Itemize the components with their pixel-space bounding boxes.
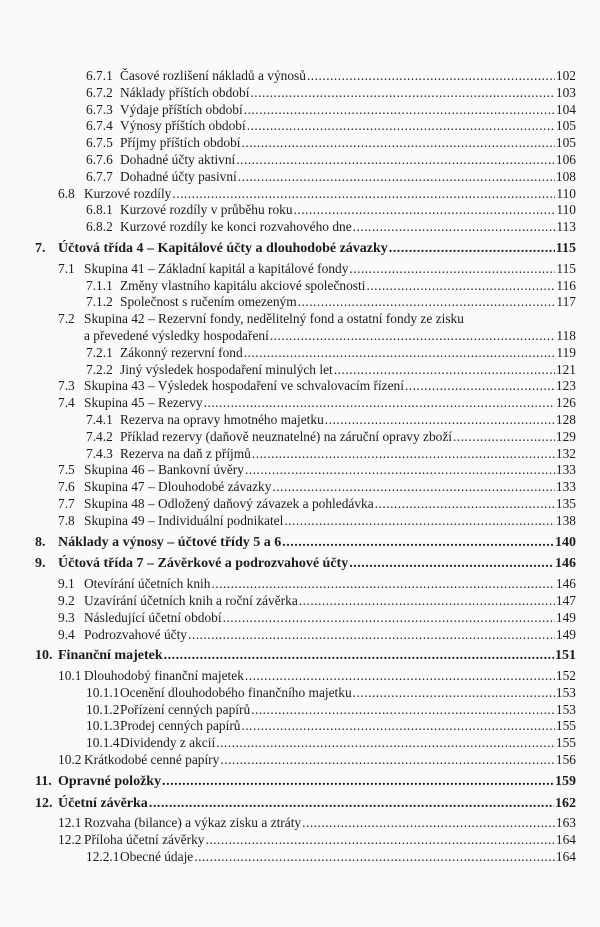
toc-entry-title: Pořízení cenných papírů bbox=[120, 701, 251, 717]
toc-entry-number: 12.1 bbox=[58, 815, 82, 831]
toc-entry-page: 155 bbox=[555, 735, 576, 751]
dot-leader bbox=[245, 462, 555, 479]
toc-entry-title: Kurzové rozdíly v průběhu roku bbox=[120, 202, 293, 218]
toc-entry-page: 156 bbox=[555, 752, 576, 768]
dot-leader bbox=[162, 774, 554, 791]
toc-entry-number: 7.2.2 bbox=[86, 361, 113, 377]
toc-entry-page: 163 bbox=[555, 815, 576, 831]
toc-entry-title: Náklady příštích období bbox=[120, 84, 250, 100]
toc-entry-title: Skupina 41 – Základní kapitál a kapitálové fondy bbox=[84, 260, 349, 276]
dot-leader bbox=[205, 832, 554, 849]
toc-entry-page: 147 bbox=[555, 592, 576, 608]
toc-entry bbox=[35, 102, 576, 119]
toc-entry-title: Příjmy příštích období bbox=[120, 135, 241, 151]
toc-entry-number: 6.7.5 bbox=[86, 135, 113, 151]
toc-entry bbox=[35, 294, 576, 311]
toc-entry-number: 6.8.1 bbox=[86, 202, 113, 218]
toc-entry-number: 7.2 bbox=[58, 311, 75, 327]
toc-entry-title: Uzavírání účetních knih a roční závěrka bbox=[84, 592, 298, 608]
dot-leader bbox=[282, 535, 554, 552]
toc-entry-number: 6.8.2 bbox=[86, 219, 113, 235]
toc-entry-page: 113 bbox=[556, 219, 576, 235]
toc-entry-number: 7. bbox=[35, 240, 46, 256]
toc-entry-number: 10.1 bbox=[58, 668, 82, 684]
dot-leader bbox=[223, 610, 555, 627]
dot-leader bbox=[164, 648, 554, 665]
toc-entry-page: 108 bbox=[555, 168, 576, 184]
toc-entry-title: Skupina 48 – Odložený daňový závazek a pohledávka bbox=[84, 495, 374, 511]
dot-leader bbox=[252, 446, 555, 463]
dot-leader bbox=[204, 395, 555, 412]
toc-entry bbox=[35, 85, 576, 102]
toc-entry-page: 104 bbox=[555, 101, 576, 117]
toc-entry bbox=[35, 462, 576, 479]
toc-entry-page: 149 bbox=[555, 626, 576, 642]
toc-entry-number: 7.4.1 bbox=[86, 411, 113, 427]
toc-entry-title: Zákonný rezervní fond bbox=[120, 344, 243, 360]
dot-leader bbox=[353, 219, 556, 236]
toc-entry-title: Kurzové rozdíly ke konci rozvahového dne bbox=[120, 219, 352, 235]
toc-entry-title: Rezerva na daň z příjmů bbox=[120, 445, 251, 461]
toc-entry-page: 146 bbox=[555, 576, 576, 592]
toc-entry-title: Kurzové rozdíly bbox=[84, 185, 172, 201]
toc-entry-number: 7.2.1 bbox=[86, 344, 113, 360]
dot-leader bbox=[375, 496, 555, 513]
toc-entry-number: 10.1.3 bbox=[86, 718, 120, 734]
toc-chapter-entry bbox=[35, 556, 576, 573]
toc-entry bbox=[35, 702, 576, 719]
dot-leader bbox=[238, 169, 555, 186]
toc-entry bbox=[35, 668, 576, 685]
toc-entry-page: 116 bbox=[556, 277, 576, 293]
toc-entry bbox=[35, 152, 576, 169]
dot-leader bbox=[299, 593, 555, 610]
dot-leader bbox=[294, 202, 556, 219]
dot-leader bbox=[389, 241, 555, 258]
toc-entry-title: Opravné položky bbox=[58, 773, 162, 789]
toc-entry-title: Rezerva na opravy hmotného majetku bbox=[120, 411, 324, 427]
dot-leader bbox=[272, 479, 554, 496]
toc-entry-title: Účtová třída 4 – Kapitálové účty a dlouhodobé závazky bbox=[58, 240, 388, 256]
toc-entry-title: Náklady a výnosy – účtové třídy 5 a 6 bbox=[58, 534, 282, 550]
toc-entry bbox=[35, 186, 576, 203]
toc-entry-title: Změny vlastního kapitálu akciové společnosti bbox=[120, 277, 366, 293]
toc-entry bbox=[35, 118, 576, 135]
toc-entry bbox=[35, 446, 576, 463]
toc-entry bbox=[35, 593, 576, 610]
toc-entry-title: Prodej cenných papírů bbox=[120, 718, 241, 734]
toc-entry-title: Skupina 42 – Rezervní fondy, nedělitelný fond a ostatní fondy ze zisku bbox=[84, 311, 464, 327]
toc-entry bbox=[35, 576, 576, 593]
toc-entry-number: 6.7.2 bbox=[86, 84, 113, 100]
toc-entry-page: 159 bbox=[555, 773, 576, 789]
toc-entry-number: 7.8 bbox=[58, 512, 75, 528]
dot-leader bbox=[334, 362, 555, 379]
toc-entry-title: Skupina 49 – Individuální podnikatel bbox=[84, 512, 284, 528]
toc-entry-number: 9.2 bbox=[58, 592, 75, 608]
toc-entry-title: Otevírání účetních knih bbox=[84, 576, 211, 592]
toc-entry bbox=[35, 479, 576, 496]
toc-entry bbox=[35, 378, 576, 395]
toc-entry-number: 7.5 bbox=[58, 462, 75, 478]
toc-entry-page: 106 bbox=[555, 151, 576, 167]
toc-entry-number: 6.8 bbox=[58, 185, 75, 201]
toc-entry-number: 7.6 bbox=[58, 479, 75, 495]
toc-entry-title: Skupina 47 – Dlouhodobé závazky bbox=[84, 479, 272, 495]
toc-entry-number: 10.2 bbox=[58, 752, 82, 768]
toc-entry-page: 151 bbox=[555, 648, 576, 664]
table-of-contents bbox=[35, 68, 576, 866]
toc-entry bbox=[35, 68, 576, 85]
dot-leader bbox=[307, 68, 555, 85]
toc-entry-number: 9. bbox=[35, 556, 46, 572]
toc-entry-page: 132 bbox=[555, 445, 576, 461]
toc-entry bbox=[35, 202, 576, 219]
toc-entry-number: 12.2 bbox=[58, 832, 82, 848]
toc-entry bbox=[35, 395, 576, 412]
dot-leader bbox=[149, 796, 554, 813]
toc-entry-number: 7.4.2 bbox=[86, 428, 113, 444]
dot-leader bbox=[453, 429, 555, 446]
toc-entry-title: Účetní závěrka bbox=[58, 795, 148, 811]
toc-entry-number: 11. bbox=[35, 773, 52, 789]
toc-entry bbox=[35, 496, 576, 513]
toc-entry-page: 110 bbox=[556, 202, 576, 218]
toc-entry bbox=[35, 718, 576, 735]
toc-entry bbox=[35, 685, 576, 702]
toc-entry-title: Dlouhodobý finanční majetek bbox=[84, 668, 244, 684]
toc-entry-number: 6.7.3 bbox=[86, 101, 113, 117]
dot-leader bbox=[244, 345, 556, 362]
toc-entry bbox=[35, 412, 576, 429]
dot-leader bbox=[298, 294, 556, 311]
toc-entry-page: 119 bbox=[556, 344, 576, 360]
dot-leader bbox=[250, 85, 554, 102]
toc-entry-page: 105 bbox=[555, 118, 576, 134]
toc-chapter-entry bbox=[35, 241, 576, 258]
dot-leader bbox=[236, 152, 555, 169]
dot-leader bbox=[245, 668, 555, 685]
toc-entry bbox=[35, 832, 576, 849]
toc-entry bbox=[35, 219, 576, 236]
toc-entry-title: Následující účetní období bbox=[84, 609, 222, 625]
toc-entry-title: Výnosy příštích období bbox=[120, 118, 246, 134]
toc-entry-title: Příloha účetní závěrky bbox=[84, 832, 205, 848]
toc-entry-number: 9.1 bbox=[58, 576, 75, 592]
toc-entry-page: 133 bbox=[555, 462, 576, 478]
dot-leader bbox=[220, 752, 555, 769]
toc-entry-number: 6.7.7 bbox=[86, 168, 113, 184]
toc-entry-number: 8. bbox=[35, 534, 46, 550]
toc-entry-page: 135 bbox=[555, 495, 576, 511]
toc-entry-page: 115 bbox=[556, 260, 576, 276]
toc-entry bbox=[35, 278, 576, 295]
toc-entry-number: 7.1.1 bbox=[86, 277, 113, 293]
dot-leader bbox=[251, 702, 555, 719]
toc-entry-page: 152 bbox=[555, 668, 576, 684]
toc-entry-title: Skupina 46 – Bankovní úvěry bbox=[84, 462, 244, 478]
toc-entry bbox=[35, 815, 576, 832]
dot-leader bbox=[242, 135, 555, 152]
toc-entry-title: Dohadné účty pasivní bbox=[120, 168, 237, 184]
toc-entry-page: 121 bbox=[555, 361, 576, 377]
toc-entry-number: 12. bbox=[35, 795, 53, 811]
toc-chapter-entry bbox=[35, 796, 576, 813]
toc-entry-number: 7.3 bbox=[58, 378, 75, 394]
toc-entry-number: 7.4.3 bbox=[86, 445, 113, 461]
toc-entry-page: 128 bbox=[555, 411, 576, 427]
dot-leader bbox=[216, 735, 555, 752]
toc-entry-page: 155 bbox=[555, 718, 576, 734]
toc-entry-page: 153 bbox=[555, 684, 576, 700]
toc-entry-number: 7.1 bbox=[58, 260, 75, 276]
toc-entry-page: 133 bbox=[555, 479, 576, 495]
toc-entry bbox=[35, 311, 576, 328]
dot-leader bbox=[211, 576, 554, 593]
dot-leader bbox=[366, 278, 555, 295]
dot-leader bbox=[325, 412, 555, 429]
toc-entry bbox=[35, 429, 576, 446]
toc-entry bbox=[35, 135, 576, 152]
toc-entry bbox=[35, 169, 576, 186]
toc-entry-title: Příklad rezervy (daňově neuznatelné) na záruční opravy zboží bbox=[120, 428, 453, 444]
toc-entry bbox=[35, 261, 576, 278]
toc-entry-page: 105 bbox=[555, 135, 576, 151]
toc-entry-page: 129 bbox=[555, 428, 576, 444]
dot-leader bbox=[172, 186, 555, 203]
toc-entry bbox=[35, 752, 576, 769]
toc-entry-number: 7.1.2 bbox=[86, 294, 113, 310]
toc-entry-page: 103 bbox=[555, 84, 576, 100]
toc-entry-number: 10.1.4 bbox=[86, 735, 120, 751]
toc-chapter-entry bbox=[35, 774, 576, 791]
toc-entry-page: 153 bbox=[555, 701, 576, 717]
dot-leader bbox=[353, 685, 555, 702]
dot-leader bbox=[270, 328, 556, 345]
dot-leader bbox=[247, 118, 555, 135]
toc-entry-page: 117 bbox=[556, 294, 576, 310]
dot-leader bbox=[284, 513, 555, 530]
toc-entry-page: 126 bbox=[555, 395, 576, 411]
toc-entry bbox=[35, 735, 576, 752]
toc-entry bbox=[35, 345, 576, 362]
toc-entry-title: Společnost s ručením omezeným bbox=[120, 294, 297, 310]
toc-entry-title: Obecné údaje bbox=[120, 849, 194, 865]
dot-leader bbox=[188, 627, 555, 644]
toc-entry-page: 138 bbox=[555, 512, 576, 528]
toc-entry bbox=[35, 849, 576, 866]
toc-chapter-entry bbox=[35, 535, 576, 552]
dot-leader bbox=[241, 718, 554, 735]
toc-entry-number: 6.7.1 bbox=[86, 68, 113, 83]
toc-entry-title: Účtová třída 7 – Závěrkové a podrozvahové účty bbox=[58, 556, 349, 572]
dot-leader bbox=[349, 556, 554, 573]
toc-entry-number: 6.7.4 bbox=[86, 118, 113, 134]
toc-entry-title: Výdaje příštích období bbox=[120, 101, 243, 117]
toc-entry-page: 146 bbox=[555, 556, 576, 572]
toc-entry-page: 118 bbox=[556, 327, 576, 343]
toc-entry-page: 140 bbox=[555, 534, 576, 550]
toc-entry-page: 102 bbox=[555, 68, 576, 83]
toc-entry bbox=[35, 627, 576, 644]
toc-entry-page: 110 bbox=[556, 185, 576, 201]
toc-entry-title: Ocenění dlouhodobého finančního majetku bbox=[120, 684, 352, 700]
dot-leader bbox=[405, 378, 555, 395]
toc-entry-number: 6.7.6 bbox=[86, 151, 113, 167]
toc-entry-number: 9.4 bbox=[58, 626, 75, 642]
toc-entry-title: Skupina 45 – Rezervy bbox=[84, 395, 203, 411]
toc-entry bbox=[35, 513, 576, 530]
toc-entry-page: 164 bbox=[555, 832, 576, 848]
toc-entry-page: 162 bbox=[555, 795, 576, 811]
toc-entry-title: Časové rozlišení nákladů a výnosů bbox=[120, 68, 306, 83]
toc-entry bbox=[35, 362, 576, 379]
toc-entry-number: 12.2.1 bbox=[86, 849, 120, 865]
toc-entry-page: 123 bbox=[555, 378, 576, 394]
toc-entry-page: 164 bbox=[555, 849, 576, 865]
dot-leader bbox=[244, 102, 555, 119]
toc-chapter-entry bbox=[35, 648, 576, 665]
toc-entry-number: 7.7 bbox=[58, 495, 75, 511]
toc-entry-title: Skupina 43 – Výsledek hospodaření ve schvalovacím řízení bbox=[84, 378, 404, 394]
toc-entry-number: 10. bbox=[35, 648, 53, 664]
toc-entry-number: 10.1.1 bbox=[86, 684, 120, 700]
toc-entry-title: Jiný výsledek hospodaření minulých let bbox=[120, 361, 333, 377]
toc-entry-number: 10.1.2 bbox=[86, 701, 120, 717]
toc-entry-title: Finanční majetek bbox=[58, 648, 163, 664]
dot-leader bbox=[302, 815, 555, 832]
toc-entry-title: Krátkodobé cenné papíry bbox=[84, 752, 220, 768]
toc-entry-title: a převedené výsledky hospodaření bbox=[84, 327, 269, 343]
toc-entry-page: 115 bbox=[555, 240, 576, 256]
toc-entry-title: Rozvaha (bilance) a výkaz zisku a ztráty bbox=[84, 815, 302, 831]
toc-entry-number: 9.3 bbox=[58, 609, 75, 625]
toc-entry-page: 149 bbox=[555, 609, 576, 625]
toc-entry bbox=[35, 328, 576, 345]
toc-entry-number: 7.4 bbox=[58, 395, 75, 411]
toc-entry-title: Podrozvahové účty bbox=[84, 626, 188, 642]
dot-leader bbox=[194, 849, 555, 866]
toc-entry-title: Dividendy z akcií bbox=[120, 735, 216, 751]
toc-entry-title: Dohadné účty aktivní bbox=[120, 151, 236, 167]
toc-entry bbox=[35, 610, 576, 627]
dot-leader bbox=[349, 261, 555, 278]
